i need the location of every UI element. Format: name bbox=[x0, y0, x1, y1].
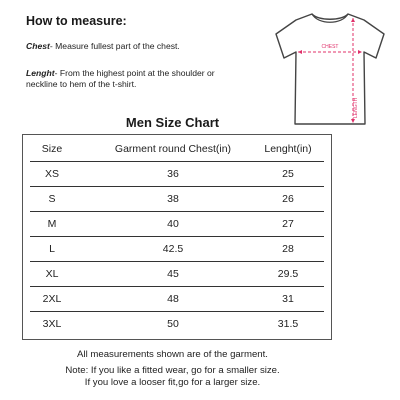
table-row bbox=[23, 212, 331, 237]
chest-term: Chest bbox=[26, 41, 50, 51]
chest-cell: 50 bbox=[167, 318, 179, 330]
table-row bbox=[23, 287, 331, 312]
size-cell: 3XL bbox=[42, 318, 62, 330]
table-row bbox=[23, 312, 331, 337]
size-cell: XL bbox=[45, 268, 59, 280]
chest-cell: 48 bbox=[167, 293, 179, 305]
header-length: Lenght(in) bbox=[264, 143, 312, 155]
size-chart-title: Men Size Chart bbox=[125, 115, 220, 130]
table-row bbox=[23, 162, 331, 187]
size-cell: M bbox=[47, 218, 57, 230]
length-cell: 31 bbox=[282, 293, 294, 305]
measurement-note: All measurements shown are of the garment. bbox=[77, 349, 268, 360]
length-cell: 26 bbox=[282, 193, 294, 205]
chest-description: - Measure fullest part of the chest. bbox=[49, 41, 180, 51]
header-size: Size bbox=[41, 143, 63, 155]
length-cell: 28 bbox=[282, 243, 294, 255]
size-cell: S bbox=[48, 193, 56, 205]
size-chart-table bbox=[22, 134, 332, 340]
length-cell: 27 bbox=[282, 218, 294, 230]
size-cell: XS bbox=[44, 168, 59, 180]
size-cell: 2XL bbox=[42, 293, 62, 305]
length-cell: 31.5 bbox=[277, 318, 299, 330]
length-instruction bbox=[26, 68, 226, 90]
chest-cell: 36 bbox=[167, 168, 179, 180]
chest-cell: 42.5 bbox=[162, 243, 184, 255]
length-description: - From the highest point at the shoulder or neckline to hem of the t-shirt. bbox=[26, 68, 215, 89]
chest-label: CHEST bbox=[321, 44, 339, 50]
table-header-row bbox=[23, 137, 331, 162]
loose-fit-note: If you love a looser fit,go for a larger size. bbox=[84, 377, 261, 388]
chest-cell: 45 bbox=[167, 268, 179, 280]
length-cell: 25 bbox=[282, 168, 294, 180]
fitted-wear-note: Note: If you like a fitted wear, go for a smaller size. bbox=[65, 365, 280, 376]
table-row bbox=[23, 262, 331, 287]
how-to-measure-title: How to measure: bbox=[26, 14, 127, 28]
tshirt-outline bbox=[276, 14, 384, 124]
chest-cell: 40 bbox=[167, 218, 179, 230]
table-row bbox=[23, 187, 331, 212]
chest-cell: 38 bbox=[167, 193, 179, 205]
chest-instruction bbox=[26, 41, 206, 52]
length-term: Lenght bbox=[26, 68, 55, 78]
table-row bbox=[23, 237, 331, 262]
size-cell: L bbox=[49, 243, 55, 255]
tshirt-diagram bbox=[268, 6, 392, 132]
length-cell: 29.5 bbox=[277, 268, 299, 280]
length-label: LENGTH bbox=[353, 97, 359, 118]
header-chest: Garment round Chest(in) bbox=[114, 143, 232, 155]
